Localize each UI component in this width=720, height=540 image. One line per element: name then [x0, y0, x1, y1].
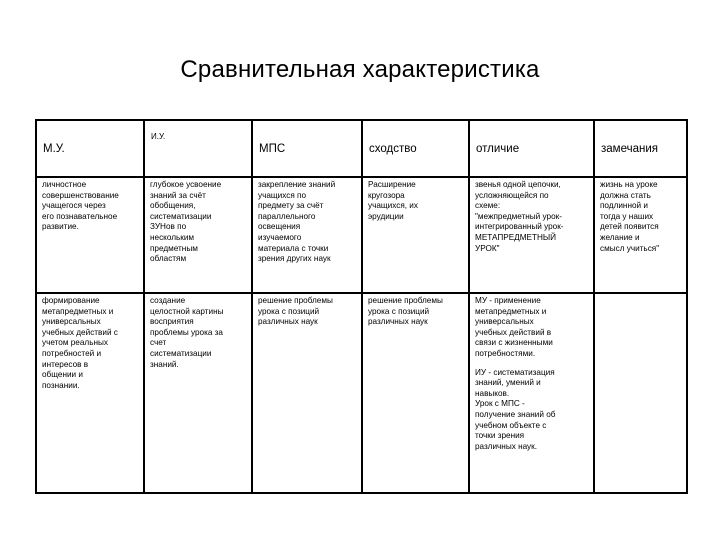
table-cell	[144, 293, 252, 493]
cell-text: МУ - применение метапредметных и универсальных учебных действий в связи с жизненными потребностями.	[475, 296, 553, 358]
table-cell	[36, 177, 144, 293]
table-header-row	[36, 120, 687, 177]
cell-text: Урок с МПС - получение знаний об учебном объекте с точки зрения различных наук.	[475, 399, 556, 451]
table-row	[36, 293, 687, 493]
cell-text: создание целостной картины восприятия проблемы урока за счет систематизации знаний.	[150, 296, 224, 369]
table-cell	[594, 177, 687, 293]
table-cell	[252, 177, 362, 293]
table-cell	[469, 293, 594, 493]
header-cell: отличие	[469, 120, 594, 177]
table-cell	[144, 177, 252, 293]
table-cell	[362, 293, 469, 493]
table-cell	[36, 293, 144, 493]
header-cell: МПС	[252, 120, 362, 177]
header-cell: М.У.	[36, 120, 144, 177]
paragraph-gap	[475, 360, 588, 368]
header-cell: И.У.	[144, 120, 252, 177]
cell-text: ИУ - систематизация знаний, умений и навыков.	[475, 367, 555, 398]
cell-text: глубокое усвоение знаний за счёт обобщения, систематизации ЗУНов по нескольким предметным областям	[150, 180, 222, 264]
table-row	[36, 177, 687, 293]
table-cell	[469, 177, 594, 293]
header-cell: сходство	[362, 120, 469, 177]
cell-text: решение проблемы урока с позиций различных наук	[368, 296, 443, 327]
cell-text: Расширение кругозора учащихся, их эрудиции	[368, 180, 418, 221]
comparison-table	[35, 119, 688, 494]
header-cell: замечания	[594, 120, 687, 177]
cell-text: звенья одной цепочки, усложняющейся по схеме: "межпредметный урок- интегрированный урок- МЕТАПРЕДМЕТНЫЙ УРОК"	[475, 180, 564, 253]
cell-text: личностное совершенствование учащегося через его познавательное развитие.	[42, 180, 119, 232]
cell-text: закрепление знаний учащихся по предмету за счёт параллельного освещения изучаемого материала с точки зрения других наук	[258, 180, 336, 264]
page-title: Сравнительная характеристика	[180, 56, 540, 83]
cell-text: формирование метапредметных и универсальных учебных действий с учетом реальных потребностей и интересов в общении и познании.	[42, 296, 118, 390]
cell-text: жизнь на уроке должна стать подлинной и тогда у наших детей появится желание и смысл учиться"	[600, 180, 660, 253]
table-cell	[252, 293, 362, 493]
cell-text: решение проблемы урока с позиций различных наук	[258, 296, 333, 327]
table-cell	[362, 177, 469, 293]
table-cell-empty	[594, 293, 687, 493]
